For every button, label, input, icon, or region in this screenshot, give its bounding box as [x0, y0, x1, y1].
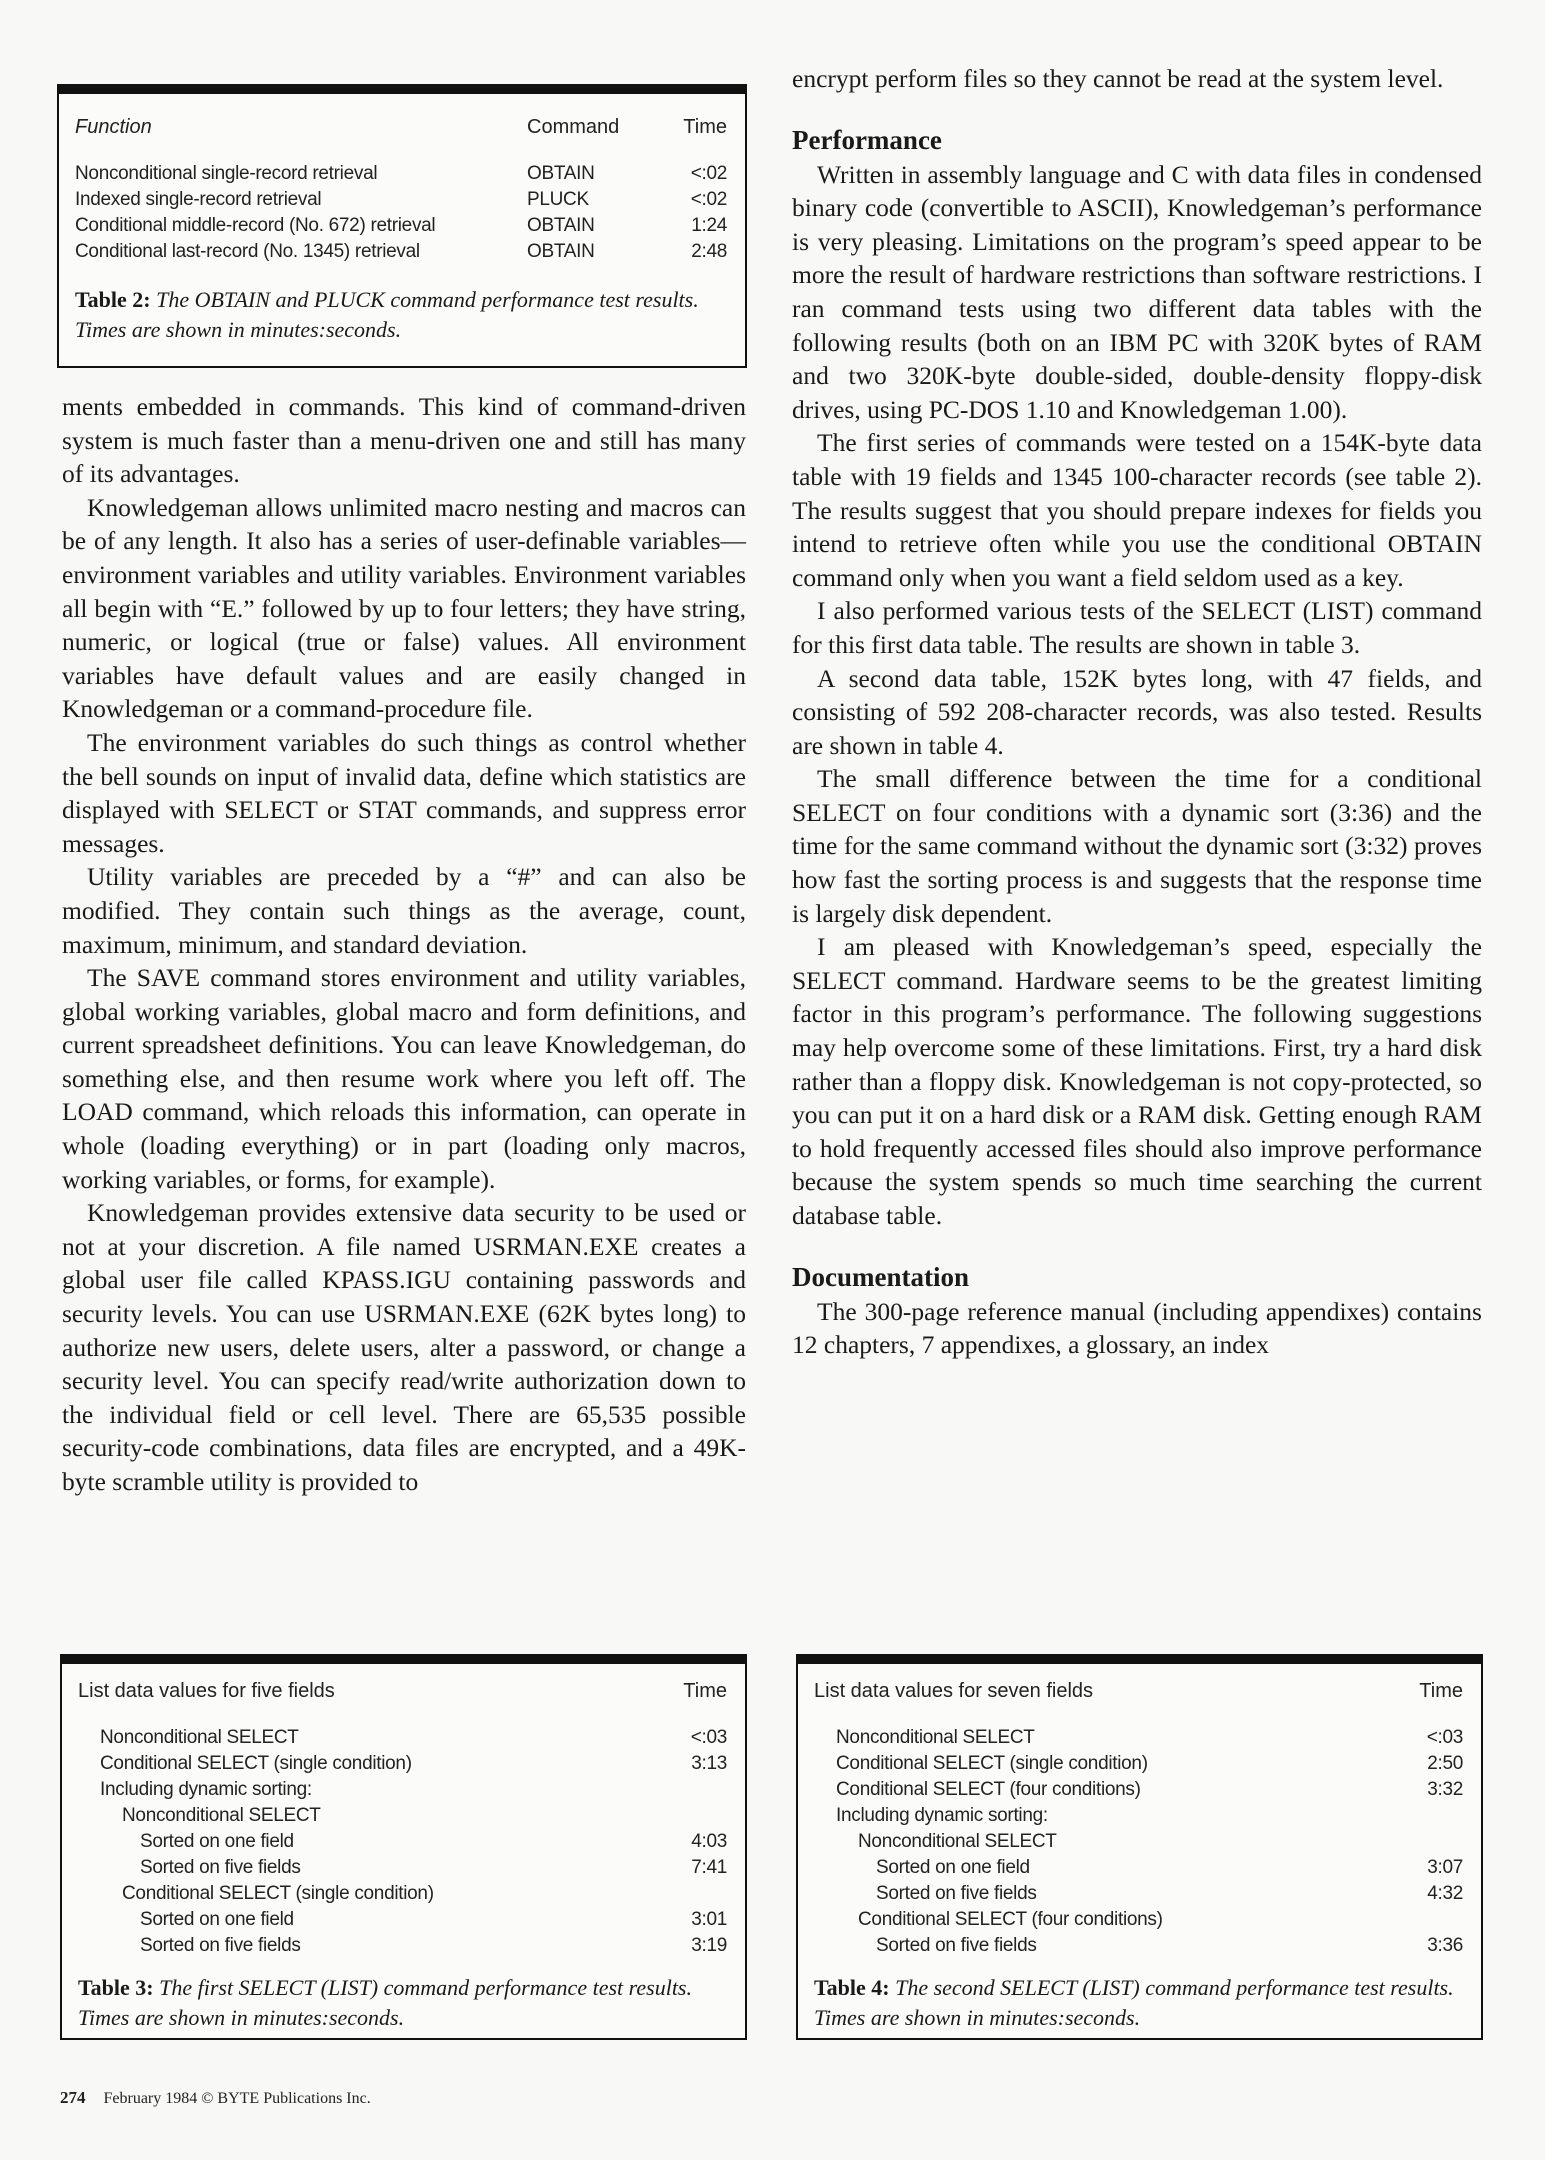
cell-label: Including dynamic sorting:	[836, 1805, 1048, 1826]
header-function: List data values for five fields	[78, 1680, 335, 1702]
paragraph: Knowledgeman allows unlimited macro nesting and macros can be of any length. It also has a series of user-definable variables—environment variables and utility variables. Environment variables all begin with “E.” followed by up to four letters; they have string, numeric, or logical (true or false) values. All environment variables have default values and are easily changed in Knowledgeman or a command-procedure file.	[62, 492, 746, 724]
cell-label: Sorted on one field	[140, 1831, 294, 1852]
paragraph: I also performed various tests of the SELECT (LIST) command for this first data table. The results are shown in table 3.	[792, 596, 1482, 659]
table-row	[75, 213, 727, 239]
cell-function: Conditional last-record (No. 1345) retrieval	[75, 241, 420, 262]
table-header-row	[78, 1680, 727, 1703]
cell-time: 2:50	[1427, 1753, 1463, 1774]
cell-label: Conditional SELECT (four conditions)	[836, 1779, 1141, 1800]
footer-credit: February 1984 © BYTE Publications Inc.	[103, 2090, 371, 2107]
table-row	[78, 1881, 727, 1907]
left-column	[62, 390, 746, 1499]
cell-time: 3:07	[1427, 1857, 1463, 1878]
paragraph: Knowledgeman provides extensive data security to be used or not at your discretion. A file named USRMAN.EXE creates a global user file called KPASS.IGU containing passwords and security levels. You can use USRMAN.EXE (62K bytes long) to authorize new users, delete users, alter a password, or change a security level. You can specify read/write authorization down to the individual field or cell level. There are 65,535 possible security-code combinations, data files are encrypted, and a 49K-byte scramble utility is provided to	[62, 1198, 746, 1496]
table-header-row	[814, 1680, 1463, 1703]
table-row	[78, 1855, 727, 1881]
cell-time: 3:13	[691, 1753, 727, 1774]
cell-time: 3:01	[691, 1909, 727, 1930]
header-time: Time	[683, 116, 727, 138]
table-4-box	[796, 1654, 1483, 2040]
page-footer	[60, 2088, 371, 2108]
table-row	[78, 1777, 727, 1803]
table-caption	[814, 1973, 1463, 2033]
cell-time: <:02	[690, 189, 727, 210]
table-row	[814, 1725, 1463, 1751]
table-row	[75, 161, 727, 187]
header-function: Function	[75, 116, 152, 138]
cell-time	[637, 1777, 727, 1803]
paragraph: The environment variables do such things as control whether the bell sounds on input of invalid data, define which statistics are displayed with SELECT or STAT commands, and suppress error messages.	[62, 727, 746, 858]
caption-label: Table 2:	[75, 287, 151, 312]
page-number: 274	[60, 2088, 86, 2107]
table-caption	[75, 285, 727, 345]
cell-function: Conditional middle-record (No. 672) retrieval	[75, 215, 436, 236]
header-time: Time	[1419, 1680, 1463, 1702]
cell-command: OBTAIN	[527, 241, 595, 262]
table-row	[814, 1803, 1463, 1829]
cell-label: Sorted on five fields	[140, 1935, 301, 1956]
cell-label: Sorted on five fields	[876, 1883, 1037, 1904]
right-column	[792, 62, 1482, 1362]
table-row	[814, 1907, 1463, 1933]
cell-time	[1373, 1907, 1463, 1933]
paragraph: Utility variables are preceded by a “#” and can also be modified. They contain such things as the average, count, maximum, minimum, and standard deviation.	[62, 862, 746, 959]
paragraph: ments embedded in commands. This kind of command-driven system is much faster than a menu-driven one and still has many of its advantages.	[62, 392, 746, 489]
cell-command: OBTAIN	[527, 163, 595, 184]
table-row	[78, 1751, 727, 1777]
cell-label: Conditional SELECT (single condition)	[836, 1753, 1148, 1774]
table-2-box	[57, 84, 747, 368]
cell-label: Conditional SELECT (single condition)	[100, 1753, 412, 1774]
cell-time: <:03	[1426, 1727, 1463, 1748]
paragraph: encrypt perform files so they cannot be read at the system level.	[792, 64, 1444, 93]
table-3-box	[60, 1654, 747, 2040]
cell-time	[637, 1881, 727, 1907]
table-row	[75, 187, 727, 213]
caption-label: Table 4:	[814, 1975, 890, 2000]
table-body	[78, 1725, 727, 1959]
cell-time: <:02	[690, 163, 727, 184]
table-row	[814, 1933, 1463, 1959]
table-body	[75, 161, 727, 265]
table-row	[814, 1881, 1463, 1907]
table-caption	[78, 1973, 727, 2033]
table-row	[78, 1907, 727, 1933]
table-row	[78, 1725, 727, 1751]
cell-label: Sorted on one field	[876, 1857, 1030, 1878]
cell-command: PLUCK	[527, 189, 589, 210]
caption-text: The OBTAIN and PLUCK command performance test results. Times are shown in minutes:seconds.	[75, 287, 699, 342]
header-time: Time	[683, 1680, 727, 1702]
cell-label: Including dynamic sorting:	[100, 1779, 312, 1800]
header-command: Command	[527, 116, 620, 138]
cell-label: Nonconditional SELECT	[858, 1831, 1057, 1852]
cell-time	[1373, 1803, 1463, 1829]
cell-function: Nonconditional single-record retrieval	[75, 163, 378, 184]
cell-label: Nonconditional SELECT	[122, 1805, 321, 1826]
section-heading-performance: Performance	[792, 124, 942, 155]
paragraph: A second data table, 152K bytes long, with 47 fields, and consisting of 592 208-character records, was also tested. Results are shown in table 4.	[792, 663, 1482, 760]
table-row	[78, 1933, 727, 1959]
cell-time: 1:24	[691, 215, 727, 236]
cell-time: 3:19	[691, 1935, 727, 1956]
cell-time: 3:36	[1427, 1935, 1463, 1956]
caption-text: The first SELECT (LIST) command performance test results. Times are shown in minutes:seconds.	[78, 1975, 692, 2030]
cell-label: Sorted on one field	[140, 1909, 294, 1930]
cell-function: Indexed single-record retrieval	[75, 189, 322, 210]
cell-time: 4:32	[1427, 1883, 1463, 1904]
paragraph: The 300-page reference manual (including appendixes) contains 12 chapters, 7 appendixes, a glossary, an index	[792, 1296, 1482, 1360]
cell-time: <:03	[690, 1727, 727, 1748]
cell-time: 2:48	[691, 241, 727, 262]
cell-label: Sorted on five fields	[140, 1857, 301, 1878]
table-header-row	[75, 116, 727, 139]
cell-label: Sorted on five fields	[876, 1935, 1037, 1956]
cell-label: Conditional SELECT (single condition)	[122, 1883, 434, 1904]
cell-time: 7:41	[691, 1857, 727, 1878]
paragraph: The SAVE command stores environment and utility variables, global working variables, global macro and form definitions, and current spreadsheet definitions. You can leave Knowledgeman, do something else, and then resume work where you left off. The LOAD command, which reloads this information, can operate in whole (loading everything) or in part (loading only macros, working variables, or forms, for example).	[62, 963, 746, 1194]
paragraph: The first series of commands were tested on a 154K-byte data table with 19 fields and 1345 100-character records (see table 2). The results suggest that you should prepare indexes for fields you intend to retrieve often while you use the conditional OBTAIN command only when you want a field seldom used as a key.	[792, 428, 1482, 592]
paragraph: Written in assembly language and C with data files in condensed binary code (convertible to ASCII), Knowledgeman’s performance is very pleasing. Limitations on the program’s speed appear to be more the result of hardware restrictions than software restrictions. I ran command tests using two different data tables with the following results (both on an IBM PC with 320K bytes of RAM and two 320K-byte double-sided, double-density floppy-disk drives, using PC-DOS 1.10 and Knowledgeman 1.00).	[792, 159, 1482, 424]
caption-label: Table 3:	[78, 1975, 154, 2000]
cell-time	[637, 1803, 727, 1829]
cell-time: 3:32	[1427, 1779, 1463, 1800]
paragraph: I am pleased with Knowledgeman’s speed, especially the SELECT command. Hardware seems to be the greatest limiting factor in this program’s performance. The following suggestions may help overcome some of these limitations. First, try a hard disk rather than a floppy disk. Knowledgeman is not copy-protected, so you can put it on a hard disk or a RAM disk. Getting enough RAM to hold frequently accessed files should also improve performance because the system spends so much time searching the current database table.	[792, 932, 1482, 1230]
section-heading-documentation: Documentation	[792, 1261, 969, 1292]
table-row	[75, 239, 727, 265]
table-row	[814, 1855, 1463, 1881]
table-row	[814, 1829, 1463, 1855]
table-row	[814, 1777, 1463, 1803]
cell-command: OBTAIN	[527, 215, 595, 236]
cell-label: Nonconditional SELECT	[100, 1727, 299, 1748]
cell-label: Conditional SELECT (four conditions)	[858, 1909, 1163, 1930]
header-function: List data values for seven fields	[814, 1680, 1094, 1702]
table-row	[78, 1803, 727, 1829]
table-row	[814, 1751, 1463, 1777]
cell-time	[1373, 1829, 1463, 1855]
paragraph: The small difference between the time for a conditional SELECT on four conditions with a dynamic sort (3:36) and the time for the same command without the dynamic sort (3:32) proves how fast the sorting process is and suggests that the response time is largely disk dependent.	[792, 764, 1482, 928]
cell-time: 4:03	[691, 1831, 727, 1852]
table-row	[78, 1829, 727, 1855]
table-body	[814, 1725, 1463, 1959]
caption-text: The second SELECT (LIST) command performance test results. Times are shown in minutes:seconds.	[814, 1975, 1454, 2030]
cell-label: Nonconditional SELECT	[836, 1727, 1035, 1748]
